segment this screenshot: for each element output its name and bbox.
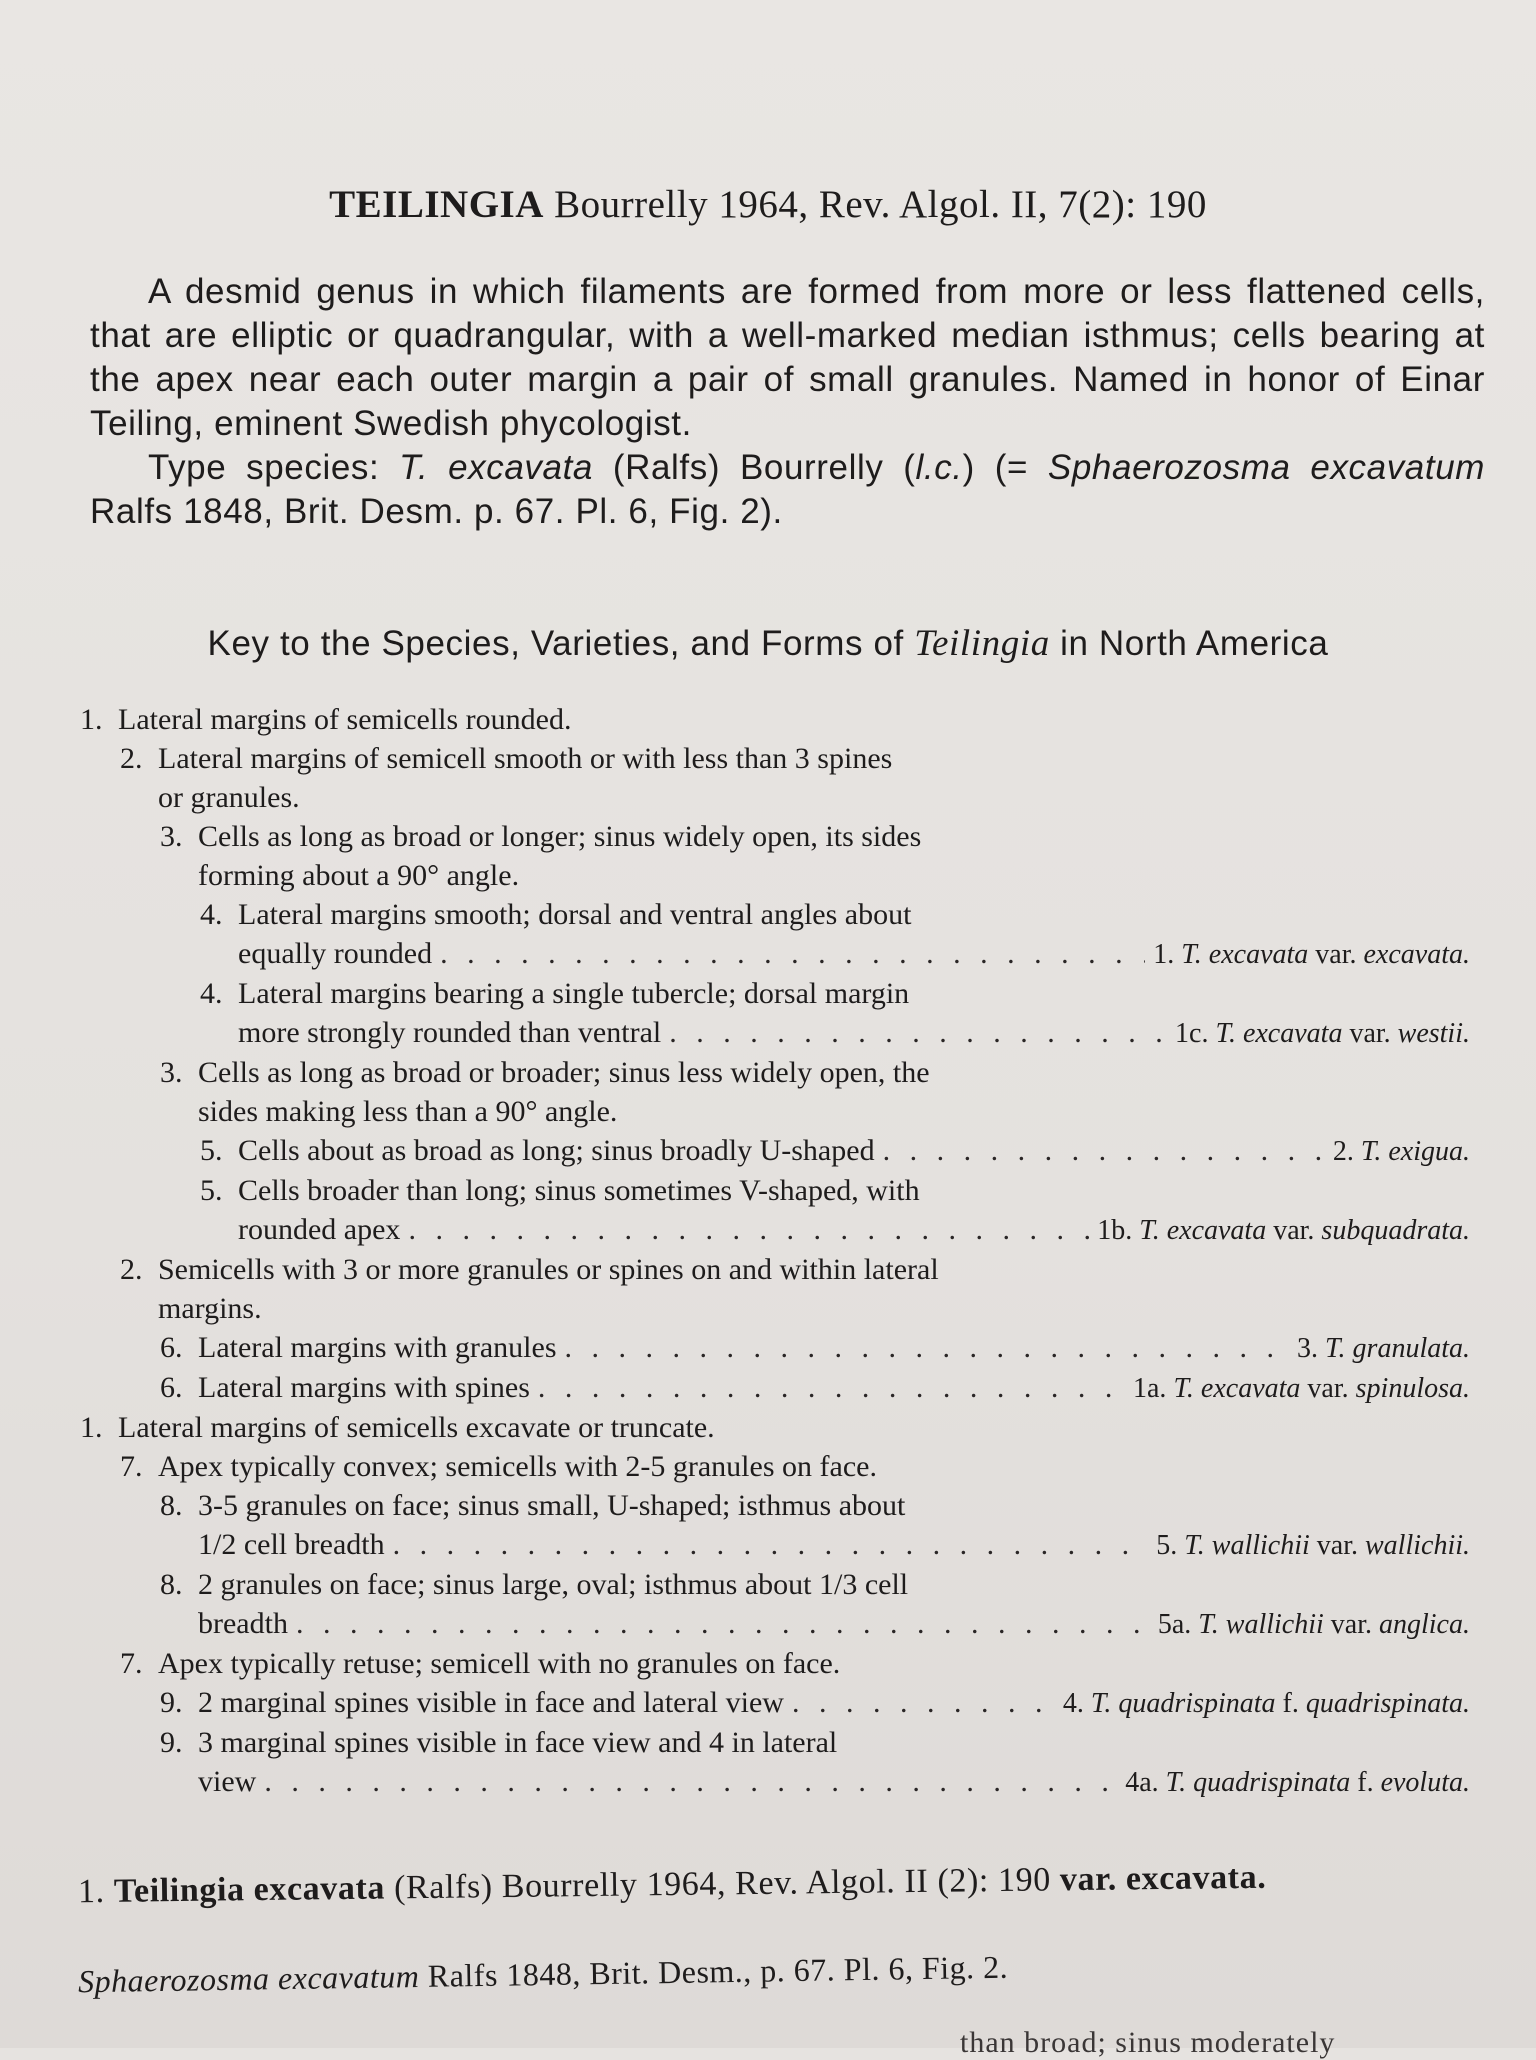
synonym-name: Sphaerozosma excavatum [77, 1957, 420, 2000]
taxon-epithet: subquadrata. [1321, 1215, 1470, 1246]
couplet-text-line: Lateral margins of semicell smooth or with less than 3 spines [158, 742, 893, 775]
couplet-number: 5. [200, 1174, 223, 1207]
key-couplet [80, 1053, 1470, 1131]
taxon-number: 1. [1153, 939, 1182, 970]
couplet-text-line: margins. [158, 1292, 262, 1325]
couplet-text-line: equally rounded [238, 937, 433, 970]
key-couplet [80, 1131, 1470, 1171]
taxon-name: T. excavata [1181, 939, 1309, 970]
taxon-epithet: quadrispinata. [1305, 1688, 1470, 1719]
couplet-text-line: sides making less than a 90° angle. [198, 1095, 618, 1128]
key-title-pre: Key to the Species, Varieties, and Forms of [207, 624, 915, 663]
couplet-number: 6. [160, 1331, 183, 1364]
couplet-number: 9. [160, 1686, 183, 1719]
taxon-name: T. quadrispinata [1165, 1767, 1351, 1798]
couplet-text-line: 1/2 cell breadth [198, 1528, 385, 1561]
couplet-text-line: Lateral margins with granules [198, 1331, 557, 1364]
genus-citation: Bourrelly 1964, Rev. Algol. II, 7(2): 190 [554, 183, 1207, 226]
species-synonym [78, 1949, 1009, 2001]
taxon-epithet: spinulosa. [1355, 1373, 1470, 1404]
key-couplet [80, 1486, 1470, 1565]
taxon-rank: var. [1266, 1215, 1322, 1246]
couplet-number: 1. [80, 1411, 103, 1444]
couplet-number: 7. [120, 1647, 143, 1680]
key-couplet [80, 1565, 1470, 1644]
taxon-name: T. excavata [1139, 1215, 1267, 1246]
taxon-name: T. excavata [1173, 1373, 1301, 1404]
couplet-text-line: view [198, 1765, 257, 1798]
leader-dots [264, 1762, 1117, 1801]
leader-dots [565, 1328, 1290, 1367]
couplet-lead-line [198, 1328, 1470, 1368]
couplet-number: 2. [120, 1253, 143, 1286]
couplet-text-line: more strongly rounded than ventral [238, 1016, 662, 1049]
couplet-text-line: Lateral margins of semicells rounded. [118, 703, 572, 736]
taxon-name: T. granulata. [1325, 1333, 1470, 1364]
key-couplet [80, 1250, 1470, 1328]
key-couplet [80, 974, 1470, 1053]
couplet-text-line: Apex typically convex; semicells with 2-5 granules on face. [158, 1450, 877, 1483]
taxon-rank: var. [1342, 1018, 1398, 1049]
couplet-lead-line [198, 1604, 1470, 1644]
taxon-result [1158, 1605, 1470, 1644]
couplet-number: 8. [160, 1489, 183, 1522]
couplet-lead-line [198, 1683, 1470, 1723]
couplet-lead-line [238, 1013, 1470, 1053]
taxon-rank: f. [1350, 1767, 1381, 1798]
key-title [0, 622, 1536, 665]
cutoff-text: than broad; sinus moderately [960, 2026, 1336, 2059]
leader-dots [792, 1683, 1055, 1722]
taxon-result [1097, 1211, 1470, 1250]
key-couplet [80, 1328, 1470, 1368]
couplet-text-line: rounded apex [238, 1213, 401, 1246]
couplet-number: 1. [80, 703, 103, 736]
species-name: Teilingia excavata [113, 1869, 386, 1910]
couplet-number: 4. [200, 898, 223, 931]
basionym-name: Sphaerozosma excavatum [1047, 448, 1486, 487]
couplet-text-line: Lateral margins with spines [198, 1371, 530, 1404]
species-number: 1. [77, 1872, 105, 1911]
genus-name: TEILINGIA [329, 183, 544, 226]
synonym-citation: Ralfs 1848, Brit. Desm., p. 67. Pl. 6, Fig. 2. [419, 1948, 1009, 1994]
taxon-number: 4a. [1125, 1767, 1166, 1798]
identification-key [80, 700, 1470, 1802]
taxon-rank: f. [1275, 1688, 1306, 1719]
taxon-name: T. excavata [1215, 1018, 1343, 1049]
taxon-result [1153, 935, 1470, 974]
key-couplet [80, 895, 1470, 974]
taxon-epithet: westii. [1397, 1018, 1470, 1049]
taxon-number: 3. [1297, 1333, 1326, 1364]
loc-cit: l.c. [915, 448, 963, 487]
taxon-number: 2. [1332, 1136, 1361, 1167]
key-couplet [80, 700, 1470, 739]
key-title-genus: Teilingia [914, 623, 1050, 664]
taxon-result [1297, 1329, 1470, 1368]
couplet-text-line: Cells as long as broad or broader; sinus less widely open, the [198, 1056, 930, 1089]
taxon-result [1333, 1132, 1470, 1171]
taxon-name: T. wallichii [1184, 1530, 1310, 1561]
taxon-rank: var. [1300, 1373, 1356, 1404]
couplet-number: 5. [200, 1134, 223, 1167]
leader-dots [883, 1131, 1325, 1170]
synonym-open: ) (= [962, 448, 1048, 487]
couplet-text-line: Cells as long as broad or longer; sinus widely open, its sides [198, 820, 922, 853]
key-couplet [80, 1723, 1470, 1802]
couplet-text-line: Cells about as broad as long; sinus broadly U-shaped [238, 1134, 875, 1167]
genus-heading [0, 182, 1536, 227]
leader-dots [393, 1525, 1149, 1564]
leader-dots [538, 1368, 1125, 1407]
couplet-text-line: 2 granules on face; sinus large, oval; isthmus about 1/3 cell [198, 1568, 909, 1601]
key-couplet [80, 1368, 1470, 1408]
leader-dots [440, 934, 1145, 973]
taxon-name: T. exigua. [1360, 1136, 1470, 1167]
taxon-result [1133, 1369, 1470, 1408]
couplet-lead-line [198, 1368, 1470, 1408]
taxon-result [1125, 1763, 1470, 1802]
couplet-number: 9. [160, 1726, 183, 1759]
taxon-rank: var. [1308, 939, 1364, 970]
couplet-lead-line [198, 1762, 1470, 1802]
taxon-name: T. quadrispinata [1090, 1688, 1276, 1719]
couplet-number: 6. [160, 1371, 183, 1404]
genus-description [90, 270, 1485, 534]
key-couplet [80, 1644, 1470, 1683]
type-species-author: (Ralfs) Bourrelly ( [593, 448, 916, 487]
couplet-text-line: Lateral margins of semicells excavate or truncate. [118, 1411, 715, 1444]
taxon-epithet: excavata. [1363, 939, 1470, 970]
couplet-number: 3. [160, 1056, 183, 1089]
couplet-text-line: 3 marginal spines visible in face view and 4 in lateral [198, 1726, 838, 1759]
key-couplet [80, 1408, 1470, 1447]
key-couplet [80, 1447, 1470, 1486]
basionym-citation: Ralfs 1848, Brit. Desm. p. 67. Pl. 6, Fig. 2). [90, 492, 783, 531]
taxon-number: 5. [1156, 1530, 1185, 1561]
taxon-result [1175, 1014, 1470, 1053]
couplet-number: 8. [160, 1568, 183, 1601]
couplet-text-line: Cells broader than long; sinus sometimes V-shaped, with [238, 1174, 920, 1207]
couplet-text-line: 2 marginal spines visible in face and lateral view [198, 1686, 784, 1719]
couplet-text-line: 3-5 granules on face; sinus small, U-shaped; isthmus about [198, 1489, 906, 1522]
couplet-lead-line [238, 1210, 1470, 1250]
taxon-epithet: evoluta. [1380, 1767, 1470, 1798]
taxon-epithet: wallichii. [1365, 1530, 1470, 1561]
taxon-number: 1a. [1133, 1373, 1174, 1404]
couplet-text-line: Apex typically retuse; semicell with no granules on face. [158, 1647, 841, 1680]
taxon-rank: var. [1323, 1609, 1379, 1640]
leader-dots [408, 1210, 1089, 1249]
key-title-post: in North America [1049, 624, 1329, 663]
taxon-result [1063, 1684, 1470, 1723]
taxon-name: T. wallichii [1198, 1609, 1324, 1640]
couplet-number: 4. [200, 977, 223, 1010]
couplet-lead-line [198, 1525, 1470, 1565]
taxon-number: 1c. [1175, 1018, 1216, 1049]
taxon-number: 4. [1062, 1688, 1091, 1719]
species-citation: (Ralfs) Bourrelly 1964, Rev. Algol. II (2): 190 [384, 1861, 1061, 1907]
key-couplet [80, 1683, 1470, 1723]
description-paragraph: A desmid genus in which filaments are formed from more or less flattened cells, that are elliptic or quadrangular, with a well-marked median isthmus; cells bearing at the apex near each outer margin a pair of small granules. Named in honor of Einar Teiling, eminent Swedish phycologist. [90, 272, 1485, 443]
taxon-epithet: anglica. [1379, 1609, 1470, 1640]
taxon-number: 1b. [1097, 1215, 1140, 1246]
leader-dots [669, 1013, 1167, 1052]
couplet-text-line: forming about a 90° angle. [198, 859, 520, 892]
couplet-number: 2. [120, 742, 143, 775]
couplet-lead-line [238, 934, 1470, 974]
couplet-text-line: Lateral margins smooth; dorsal and ventral angles about [238, 898, 912, 931]
couplet-text-line: or granules. [158, 781, 300, 814]
key-couplet [80, 817, 1470, 895]
type-species-label: Type species: [148, 448, 400, 487]
couplet-number: 3. [160, 820, 183, 853]
couplet-text-line: breadth [198, 1607, 288, 1640]
couplet-text-line: Lateral margins bearing a single tubercle; dorsal margin [238, 977, 910, 1010]
leader-dots [296, 1604, 1150, 1643]
key-couplet [80, 1171, 1470, 1250]
type-species-paragraph [90, 446, 1485, 534]
couplet-number: 7. [120, 1450, 143, 1483]
type-species-name: T. excavata [399, 448, 593, 487]
taxon-result [1156, 1526, 1470, 1565]
taxon-rank: var. [1309, 1530, 1365, 1561]
couplet-lead-line [238, 1131, 1470, 1171]
species-heading [78, 1859, 1267, 1912]
key-couplet [80, 739, 1470, 817]
taxon-number: 5a. [1157, 1609, 1199, 1640]
couplet-text-line: Semicells with 3 or more granules or spines on and within lateral [158, 1253, 939, 1286]
species-variety: var. excavata. [1059, 1858, 1267, 1899]
